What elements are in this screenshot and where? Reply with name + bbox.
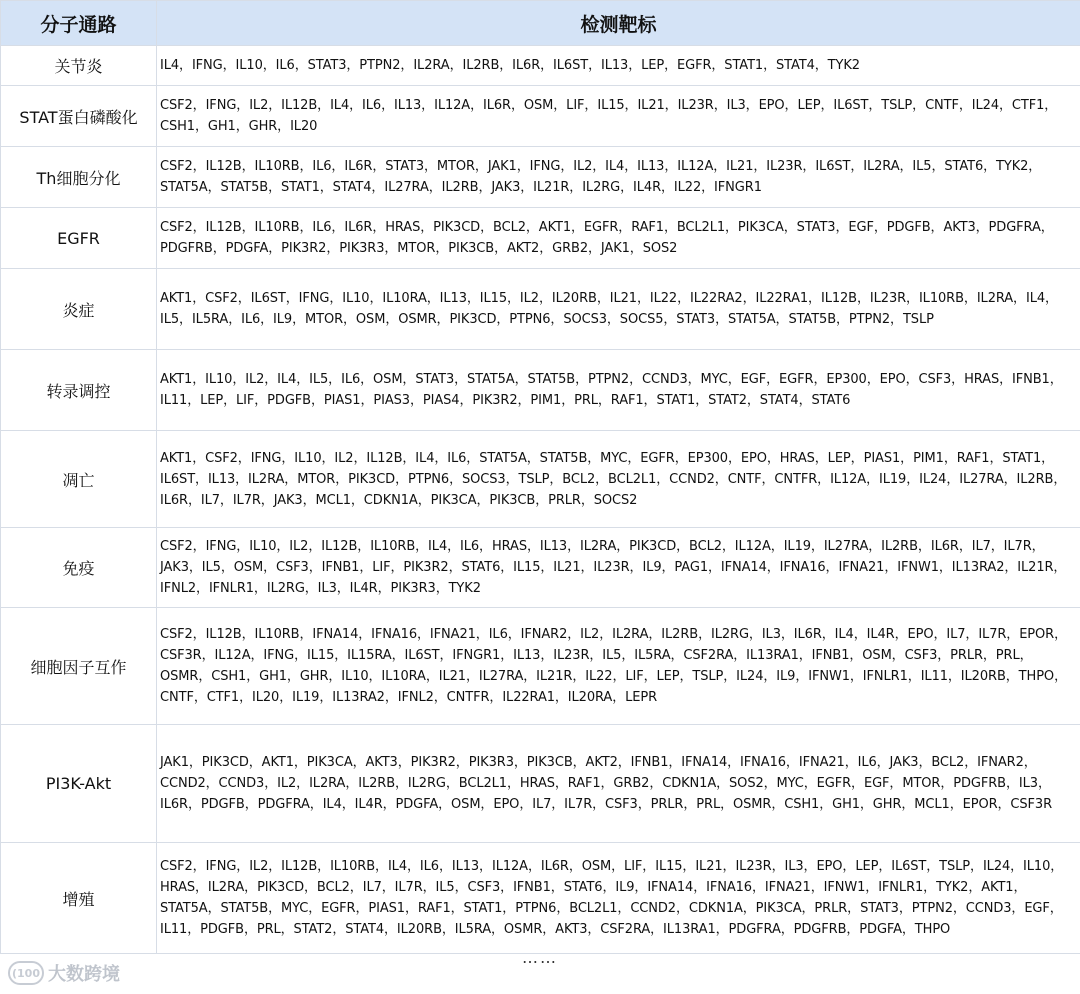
watermark-logo-icon: (100 — [8, 961, 44, 985]
pathway-cell: EGFR — [1, 208, 157, 269]
targets-cell: AKT1，IL10，IL2，IL4，IL5，IL6，OSM，STAT3，STAT5A，STAT5B，PTPN2，CCND3，MYC，EGF，EGFR，EP300，EPO，CSF3，HRAS，IFNB1，IL11，LEP，LIF，PDGFB，PIAS1，PIAS3，PIAS4，PIK3R2，PIM1，PRL，RAF1，STAT1，STAT2，STAT4，STAT6 — [157, 350, 1080, 431]
watermark — [8, 960, 120, 986]
targets-cell: CSF2，IL12B，IL10RB，IFNA14，IFNA16，IFNA21，IL6，IFNAR2，IL2，IL2RA，IL2RB，IL2RG，IL3，IL6R，IL4，IL4R，EPO，IL7，IL7R，EPOR，CSF3R，IL12A，IFNG，IL15，IL15RA，IL6ST，IFNGR1，IL13，IL23R，IL5，IL5RA，CSF2RA，IL13RA1，IFNB1，OSM，CSF3，PRLR，PRL，OSMR，CSH1，GH1，GHR，IL10，IL10RA，IL21，IL27RA，IL21R，IL22，LIF，LEP，TSLP，IL24，IL9，IFNW1，IFNLR1，IL11，IL20RB，THPO，CNTF，CTF1，IL20，IL19，IL13RA2，IFNL2，CNTFR，IL22RA1，IL20RA，LEPR — [157, 608, 1080, 725]
table-row — [1, 147, 1080, 208]
pathway-cell: 转录调控 — [1, 350, 157, 431]
table-row — [1, 86, 1080, 147]
targets-cell: CSF2，IL12B，IL10RB，IL6，IL6R，HRAS，PIK3CD，BCL2，AKT1，EGFR，RAF1，BCL2L1，PIK3CA，STAT3，EGF，PDGFB，AKT3，PDGFRA，PDGFRB，PDGFA，PIK3R2，PIK3R3，MTOR，PIK3CB，AKT2，GRB2，JAK1，SOS2 — [157, 208, 1080, 269]
table-row — [1, 725, 1080, 843]
table-row — [1, 843, 1080, 954]
pathway-cell: 凋亡 — [1, 431, 157, 528]
pathway-cell: 增殖 — [1, 843, 157, 954]
pathway-cell: PI3K-Akt — [1, 725, 157, 843]
pathway-cell: 炎症 — [1, 269, 157, 350]
targets-cell: AKT1，CSF2，IFNG，IL10，IL2，IL12B，IL4，IL6，STAT5A，STAT5B，MYC，EGFR，EP300，EPO，HRAS，LEP，PIAS1，PIM1，RAF1，STAT1，IL6ST，IL13，IL2RA，MTOR，PIK3CD，PTPN6，SOCS3，TSLP，BCL2，BCL2L1，CCND2，CNTF，CNTFR，IL12A，IL19，IL24，IL27RA，IL2RB，IL6R，IL7，IL7R，JAK3，MCL1，CDKN1A，PIK3CA，PIK3CB，PRLR，SOCS2 — [157, 431, 1080, 528]
table-row — [1, 528, 1080, 608]
table-row — [1, 269, 1080, 350]
table-row — [1, 608, 1080, 725]
table-row — [1, 431, 1080, 528]
targets-cell: CSF2，IFNG，IL2，IL12B，IL4，IL6，IL13，IL12A，IL6R，OSM，LIF，IL15，IL21，IL23R，IL3，EPO，LEP，IL6ST，TSLP，CNTF，IL24，CTF1，CSH1，GH1，GHR，IL20 — [157, 86, 1080, 147]
watermark-text: 大数跨境 — [48, 964, 120, 985]
targets-cell: IL4，IFNG，IL10，IL6，STAT3，PTPN2，IL2RA，IL2RB，IL6R，IL6ST，IL13，LEP，EGFR，STAT1，STAT4，TYK2 — [157, 46, 1080, 86]
table-header-row — [1, 1, 1080, 46]
pathway-cell: Th细胞分化 — [1, 147, 157, 208]
pathway-cell: STAT蛋白磷酸化 — [1, 86, 157, 147]
targets-cell: CSF2，IL12B，IL10RB，IL6，IL6R，STAT3，MTOR，JAK1，IFNG，IL2，IL4，IL13，IL12A，IL21，IL23R，IL6ST，IL2RA，IL5，STAT6，TYK2，STAT5A，STAT5B，STAT1，STAT4，IL27RA，IL2RB，JAK3，IL21R，IL2RG，IL4R，IL22，IFNGR1 — [157, 147, 1080, 208]
header-targets: 检测靶标 — [157, 1, 1080, 46]
targets-cell: JAK1，PIK3CD，AKT1，PIK3CA，AKT3，PIK3R2，PIK3R3，PIK3CB，AKT2，IFNB1，IFNA14，IFNA16，IFNA21，IL6，JAK3，BCL2，IFNAR2，CCND2，CCND3，IL2，IL2RA，IL2RB，IL2RG，BCL2L1，HRAS，RAF1，GRB2，CDKN1A，SOS2，MYC，EGFR，EGF，MTOR，PDGFRB，IL3，IL6R，PDGFB，PDGFRA，IL4，IL4R，PDGFA，OSM，EPO，IL7，IL7R，CSF3，PRLR，PRL，OSMR，CSH1，GH1，GHR，MCL1，EPOR，CSF3R — [157, 725, 1080, 843]
targets-cell: CSF2，IFNG，IL2，IL12B，IL10RB，IL4，IL6，IL13，IL12A，IL6R，OSM，LIF，IL15，IL21，IL23R，IL3，EPO，LEP，IL6ST，TSLP，IL24，IL10，HRAS，IL2RA，PIK3CD，BCL2，IL7，IL7R，IL5，CSF3，IFNB1，STAT6，IL9，IFNA14，IFNA16，IFNA21，IFNW1，IFNLR1，TYK2，AKT1，STAT5A，STAT5B，MYC，EGFR，PIAS1，RAF1，STAT1，PTPN6，BCL2L1，CCND2，CDKN1A，PIK3CA，PRLR，STAT3，PTPN2，CCND3，EGF，IL11，PDGFB，PRL，STAT2，STAT4，IL20RB，IL5RA，OSMR，AKT3，CSF2RA，IL13RA1，PDGFRA，PDGFRB，PDGFA，THPO — [157, 843, 1080, 954]
header-pathway: 分子通路 — [1, 1, 157, 46]
pathway-cell: 关节炎 — [1, 46, 157, 86]
table-row — [1, 46, 1080, 86]
targets-cell: CSF2，IFNG，IL10，IL2，IL12B，IL10RB，IL4，IL6，HRAS，IL13，IL2RA，PIK3CD，BCL2，IL12A，IL19，IL27RA，IL2RB，IL6R，IL7，IL7R，JAK3，IL5，OSM，CSF3，IFNB1，LIF，PIK3R2，STAT6，IL15，IL21，IL23R，IL9，PAG1，IFNA14，IFNA16，IFNA21，IFNW1，IL13RA2，IL21R，IFNL2，IFNLR1，IL2RG，IL3，IL4R，PIK3R3，TYK2 — [157, 528, 1080, 608]
table-row — [1, 208, 1080, 269]
table-row — [1, 350, 1080, 431]
more-rows-ellipsis: …… — [522, 948, 558, 967]
targets-cell: AKT1，CSF2，IL6ST，IFNG，IL10，IL10RA，IL13，IL15，IL2，IL20RB，IL21，IL22，IL22RA2，IL22RA1，IL12B，IL23R，IL10RB，IL2RA，IL4，IL5，IL5RA，IL6，IL9，MTOR，OSM，OSMR，PIK3CD，PTPN6，SOCS3，SOCS5，STAT3，STAT5A，STAT5B，PTPN2，TSLP — [157, 269, 1080, 350]
pathway-cell: 细胞因子互作 — [1, 608, 157, 725]
pathway-cell: 免疫 — [1, 528, 157, 608]
